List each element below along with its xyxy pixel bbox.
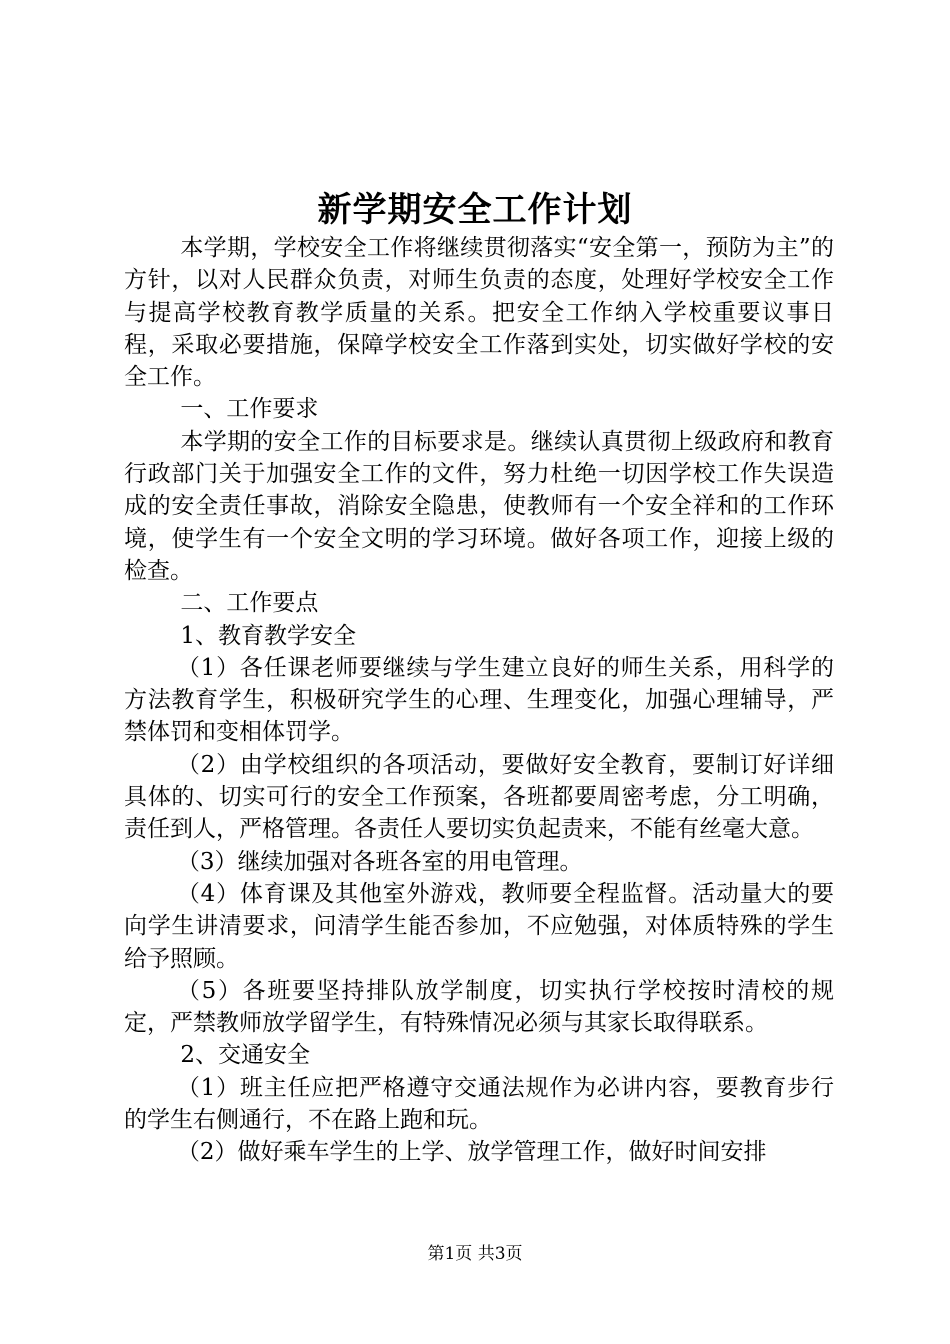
list-item-teaching-4: （4）体育课及其他室外游戏，教师要全程监督。活动量大的要向学生讲清要求，问清学生能否参加，不应勉强，对体质特殊的学生给予照顾。 <box>124 880 834 972</box>
subsection-heading-traffic-safety: 2、交通安全 <box>180 1042 310 1069</box>
list-item-traffic-1: （1）班主任应把严格遵守交通法规作为必讲内容，要教育步行的学生右侧通行，不在路上跑和玩。 <box>124 1074 834 1134</box>
list-item-teaching-2: （2）由学校组织的各项活动，要做好安全教育，要制订好详细具体的、切实可行的安全工作预案，各班都要周密考虑，分工明确，责任到人，严格管理。各责任人要切实负起责来，不能有丝毫大意。 <box>124 751 834 843</box>
subsection-heading-teaching-safety: 1、教育教学安全 <box>180 622 356 649</box>
document-title: 新学期安全工作计划 <box>317 190 633 230</box>
section-heading-key-points: 二、工作要点 <box>180 590 319 617</box>
section-heading-requirements: 一、工作要求 <box>180 396 319 423</box>
list-item-teaching-5: （5）各班要坚持排队放学制度，切实执行学校按时清校的规定，严禁教师放学留学生，有特殊情况必须与其家长取得联系。 <box>124 977 834 1037</box>
list-item-traffic-2: （2）做好乘车学生的上学、放学管理工作，做好时间安排 <box>176 1139 767 1166</box>
page-number-footer: 第1页 共3页 <box>427 1244 523 1264</box>
requirements-paragraph: 本学期的安全工作的目标要求是。继续认真贯彻上级政府和教育行政部门关于加强安全工作的文件，努力杜绝一切因学校工作失误造成的安全责任事故，消除安全隐患，使教师有一个安全祥和的工作环境，使学生有一个安全文明的学习环境。做好各项工作，迎接上级的检查。 <box>124 428 834 584</box>
list-item-teaching-3: （3）继续加强对各班各室的用电管理。 <box>176 848 583 875</box>
list-item-teaching-1: （1）各任课老师要继续与学生建立良好的师生关系，用科学的方法教育学生，积极研究学生的心理、生理变化，加强心理辅导，严禁体罚和变相体罚学。 <box>124 654 834 746</box>
document-body <box>124 232 834 1169</box>
intro-paragraph: 本学期，学校安全工作将继续贯彻落实“安全第一，预防为主”的方针，以对人民群众负责，对师生负责的态度，处理好学校安全工作与提高学校教育教学质量的关系。把安全工作纳入学校重要议事日程，采取必要措施，保障学校安全工作落到实处，切实做好学校的安全工作。 <box>124 235 834 391</box>
